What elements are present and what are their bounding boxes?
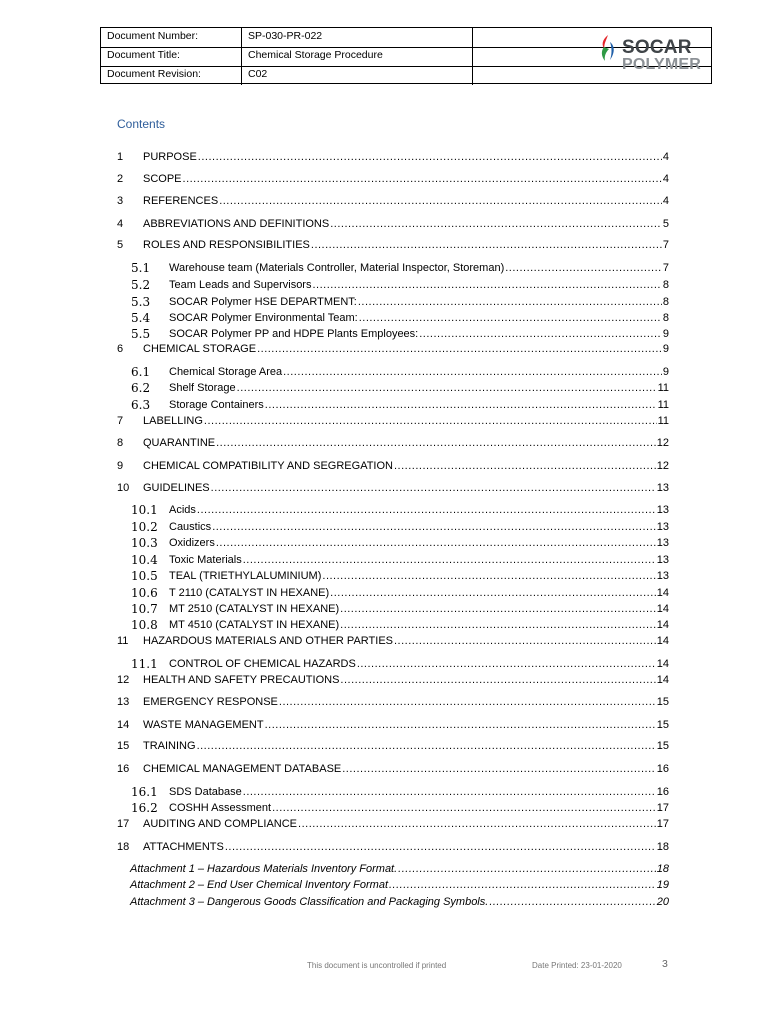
toc-entry-page: 16	[656, 786, 669, 798]
toc-entry[interactable]	[117, 482, 669, 496]
toc-dot-leader	[505, 262, 662, 274]
toc-dot-leader	[225, 841, 656, 853]
toc-entry-page: 8	[662, 296, 669, 308]
toc-entry-title: Attachment 2 – End User Chemical Inventory Format	[130, 879, 388, 891]
toc-entry[interactable]	[117, 151, 669, 165]
toc-entry[interactable]	[117, 818, 669, 832]
toc-entry-number: 9	[117, 460, 124, 472]
toc-dot-leader	[272, 802, 656, 814]
toc-entry-title: T 2110 (CATALYST IN HEXANE)	[169, 587, 330, 599]
toc-dot-leader	[311, 239, 662, 251]
toc-entry[interactable]	[117, 262, 669, 276]
toc-entry[interactable]	[117, 658, 669, 672]
toc-entry-page: 13	[656, 482, 669, 494]
toc-entry-page: 14	[656, 587, 669, 599]
toc-dot-leader	[394, 635, 656, 647]
toc-entry[interactable]	[117, 504, 669, 518]
toc-dot-leader	[237, 382, 657, 394]
toc-dot-leader	[198, 151, 662, 163]
toc-dot-leader	[330, 587, 656, 599]
toc-entry-title: ATTACHMENTS	[143, 841, 224, 853]
toc-dot-leader	[243, 786, 656, 798]
toc-entry-page: 5	[662, 218, 669, 230]
toc-dot-leader	[265, 719, 656, 731]
toc-entry[interactable]	[117, 239, 669, 253]
header-label: Document Number:	[107, 30, 199, 42]
toc-dot-leader	[279, 696, 656, 708]
toc-entry[interactable]	[117, 173, 669, 187]
toc-entry-title: ABBREVIATIONS AND DEFINITIONS	[143, 218, 330, 230]
toc-entry-page: 14	[656, 658, 669, 670]
toc-entry-number: 6.2	[131, 381, 151, 395]
toc-entry-page: 13	[656, 521, 669, 533]
toc-entry-number: 10.8	[131, 618, 158, 632]
contents-heading: Contents	[117, 117, 166, 131]
toc-entry-title: MT 4510 (CATALYST IN HEXANE)	[169, 619, 340, 631]
toc-entry-page: 13	[656, 570, 669, 582]
toc-entry-number: 10.5	[131, 569, 158, 583]
toc-entry-title: ROLES AND RESPONSIBILITIES	[143, 239, 310, 251]
toc-entry-number: 16	[117, 763, 130, 775]
toc-entry-title: Acids	[169, 504, 196, 516]
toc-entry-page: 14	[656, 635, 669, 647]
toc-entry-number: 10.6	[131, 586, 158, 600]
toc-entry-page: 4	[662, 195, 669, 207]
toc-dot-leader	[359, 312, 662, 324]
toc-entry[interactable]	[117, 296, 669, 310]
toc-entry-title: REFERENCES	[143, 195, 219, 207]
header-value: SP-030-PR-022	[248, 30, 323, 42]
toc-dot-leader	[358, 296, 662, 308]
toc-entry-number: 7	[117, 415, 124, 427]
toc-entry-number: 10	[117, 482, 130, 494]
toc-entry-page: 18	[656, 863, 669, 875]
toc-dot-leader	[398, 863, 656, 875]
toc-entry-title: CONTROL OF CHEMICAL HAZARDS	[169, 658, 356, 670]
toc-entry-page: 14	[656, 603, 669, 615]
toc-entry-title: SCOPE	[143, 173, 182, 185]
toc-entry[interactable]	[117, 437, 669, 451]
toc-entry-number: 5.1	[131, 261, 151, 275]
toc-entry-number: 13	[117, 696, 130, 708]
toc-entry-page: 15	[656, 719, 669, 731]
toc-entry-number: 11.1	[131, 657, 158, 671]
toc-dot-leader	[394, 460, 656, 472]
toc-entry-number: 5.4	[131, 311, 151, 325]
toc-entry[interactable]	[117, 696, 669, 710]
toc-entry-title: CHEMICAL STORAGE	[143, 343, 257, 355]
toc-dot-leader	[204, 415, 657, 427]
toc-entry[interactable]	[117, 587, 669, 601]
toc-entry-number: 14	[117, 719, 130, 731]
toc-entry-title: Attachment 3 – Dangerous Goods Classification and Packaging Symbols.	[130, 896, 489, 908]
toc-entry[interactable]	[117, 195, 669, 209]
toc-entry-page: 14	[656, 619, 669, 631]
toc-entry-page: 17	[656, 818, 669, 830]
logo-word-polymer: POLYMER	[622, 56, 702, 73]
toc-entry-page: 7	[662, 262, 669, 274]
toc-entry-number: 5.3	[131, 295, 151, 309]
toc-entry[interactable]	[117, 603, 669, 617]
toc-entry[interactable]	[117, 740, 669, 754]
logo-word-socar: SOCAR	[622, 37, 692, 58]
toc-entry-page: 18	[656, 841, 669, 853]
toc-entry[interactable]	[117, 537, 669, 551]
footer-page-number: 3	[662, 958, 668, 970]
toc-entry[interactable]	[117, 786, 669, 800]
toc-entry[interactable]	[117, 879, 669, 893]
toc-entry-title: HEALTH AND SAFETY PRECAUTIONS	[143, 674, 340, 686]
toc-entry[interactable]	[117, 896, 669, 910]
toc-entry-page: 11	[657, 399, 669, 411]
toc-entry[interactable]	[117, 674, 669, 688]
toc-dot-leader	[389, 879, 656, 891]
toc-entry-title: TEAL (TRIETHYLALUMINIUM)	[169, 570, 322, 582]
toc-entry-title: TRAINING	[143, 740, 196, 752]
toc-entry[interactable]	[117, 218, 669, 232]
toc-entry-page: 16	[656, 763, 669, 775]
toc-entry[interactable]	[117, 399, 669, 413]
toc-entry[interactable]	[117, 328, 669, 342]
toc-dot-leader	[197, 504, 656, 516]
toc-entry[interactable]	[117, 366, 669, 380]
toc-dot-leader	[257, 343, 662, 355]
toc-entry-page: 20	[656, 896, 669, 908]
toc-entry-title: SOCAR Polymer PP and HDPE Plants Employees:	[169, 328, 419, 340]
footer-date-printed: Date Printed: 23-01-2020	[532, 961, 622, 970]
toc-entry[interactable]	[117, 312, 669, 326]
toc-entry[interactable]	[117, 415, 669, 429]
toc-entry-title: Team Leads and Supervisors	[169, 279, 312, 291]
toc-entry-title: Attachment 1 – Hazardous Materials Inventory Format.	[130, 863, 398, 875]
toc-entry-page: 11	[657, 415, 669, 427]
toc-entry-number: 17	[117, 818, 130, 830]
toc-entry-number: 8	[117, 437, 124, 449]
toc-entry-page: 11	[657, 382, 669, 394]
toc-entry-number: 3	[117, 195, 124, 207]
toc-dot-leader	[312, 279, 661, 291]
toc-dot-leader	[197, 740, 656, 752]
toc-entry-title: WASTE MANAGEMENT	[143, 719, 264, 731]
toc-entry-title: GUIDELINES	[143, 482, 210, 494]
toc-entry-title: Oxidizers	[169, 537, 215, 549]
toc-entry[interactable]	[117, 763, 669, 777]
toc-dot-leader	[340, 674, 655, 686]
toc-entry-title: Chemical Storage Area	[169, 366, 283, 378]
toc-entry-page: 4	[662, 151, 669, 163]
toc-entry[interactable]	[117, 619, 669, 633]
toc-dot-leader	[219, 195, 662, 207]
toc-entry[interactable]	[117, 841, 669, 855]
toc-entry-number: 10.7	[131, 602, 158, 616]
toc-dot-leader	[357, 658, 656, 670]
toc-entry-page: 13	[656, 504, 669, 516]
toc-dot-leader	[243, 554, 656, 566]
toc-entry-title: EMERGENCY RESPONSE	[143, 696, 278, 708]
toc-entry-page: 17	[656, 802, 669, 814]
footer-uncontrolled-note: This document is uncontrolled if printed	[307, 961, 447, 970]
toc-entry-page: 13	[656, 537, 669, 549]
toc-dot-leader	[340, 603, 656, 615]
toc-entry-title: AUDITING AND COMPLIANCE	[143, 818, 298, 830]
toc-entry-page: 12	[656, 437, 669, 449]
toc-dot-leader	[212, 521, 656, 533]
toc-entry[interactable]	[117, 863, 669, 877]
toc-entry[interactable]	[117, 635, 669, 649]
toc-entry-page: 14	[656, 674, 669, 686]
header-value: Chemical Storage Procedure	[248, 49, 383, 61]
toc-dot-leader	[489, 896, 655, 908]
toc-dot-leader	[322, 570, 655, 582]
toc-entry-page: 15	[656, 696, 669, 708]
toc-entry-page: 9	[662, 343, 669, 355]
toc-entry[interactable]	[117, 460, 669, 474]
toc-entry-title: Warehouse team (Materials Controller, Material Inspector, Storeman)	[169, 262, 505, 274]
toc-dot-leader	[216, 537, 656, 549]
toc-entry-title: Toxic Materials	[169, 554, 242, 566]
toc-entry-number: 6.3	[131, 398, 151, 412]
toc-entry-number: 6.1	[131, 365, 151, 379]
toc-entry[interactable]	[117, 719, 669, 733]
toc-entry-title: LABELLING	[143, 415, 203, 427]
toc-entry-number: 16.2	[131, 801, 158, 815]
toc-entry-page: 9	[662, 328, 669, 340]
toc-entry-page: 8	[662, 279, 669, 291]
toc-entry-title: HAZARDOUS MATERIALS AND OTHER PARTIES	[143, 635, 393, 647]
toc-entry-number: 10.3	[131, 536, 158, 550]
toc-entry-title: SDS Database	[169, 786, 242, 798]
toc-entry-number: 15	[117, 740, 130, 752]
toc-entry-page: 19	[656, 879, 669, 891]
toc-entry-title: SOCAR Polymer Environmental Team:	[169, 312, 358, 324]
toc-dot-leader	[342, 763, 656, 775]
header-label: Document Title:	[107, 49, 180, 61]
toc-entry[interactable]	[117, 570, 669, 584]
toc-entry-page: 15	[656, 740, 669, 752]
toc-entry-number: 18	[117, 841, 130, 853]
toc-entry-number: 12	[117, 674, 130, 686]
toc-entry-title: CHEMICAL MANAGEMENT DATABASE	[143, 763, 342, 775]
toc-entry[interactable]	[117, 521, 669, 535]
toc-entry-page: 12	[656, 460, 669, 472]
header-value: C02	[248, 68, 268, 80]
toc-entry-number: 5.5	[131, 327, 151, 341]
toc-entry-number: 10.4	[131, 553, 158, 567]
toc-entry-title: Caustics	[169, 521, 212, 533]
toc-entry[interactable]	[117, 279, 669, 293]
toc-dot-leader	[419, 328, 662, 340]
toc-entry[interactable]	[117, 343, 669, 357]
toc-dot-leader	[216, 437, 656, 449]
toc-dot-leader	[330, 218, 662, 230]
toc-entry[interactable]	[117, 382, 669, 396]
toc-dot-leader	[211, 482, 656, 494]
toc-dot-leader	[283, 366, 662, 378]
toc-dot-leader	[298, 818, 656, 830]
toc-entry[interactable]	[117, 802, 669, 816]
toc-entry-number: 10.1	[131, 503, 158, 517]
toc-entry-number: 6	[117, 343, 124, 355]
toc-entry-number: 2	[117, 173, 124, 185]
toc-entry[interactable]	[117, 554, 669, 568]
toc-entry-title: MT 2510 (CATALYST IN HEXANE)	[169, 603, 340, 615]
toc-entry-title: Shelf Storage	[169, 382, 236, 394]
toc-entry-number: 4	[117, 218, 124, 230]
toc-entry-title: PURPOSE	[143, 151, 197, 163]
toc-entry-number: 5.2	[131, 278, 151, 292]
toc-entry-page: 8	[662, 312, 669, 324]
toc-entry-title: QUARANTINE	[143, 437, 216, 449]
toc-dot-leader	[265, 399, 657, 411]
toc-entry-title: SOCAR Polymer HSE DEPARTMENT:	[169, 296, 357, 308]
toc-entry-title: CHEMICAL COMPATIBILITY AND SEGREGATION	[143, 460, 393, 472]
toc-entry-page: 7	[662, 239, 669, 251]
toc-entry-title: Storage Containers	[169, 399, 264, 411]
toc-entry-page: 4	[662, 173, 669, 185]
toc-entry-page: 9	[662, 366, 669, 378]
toc-entry-number: 10.2	[131, 520, 158, 534]
toc-dot-leader	[340, 619, 656, 631]
toc-entry-number: 1	[117, 151, 124, 163]
toc-entry-page: 13	[656, 554, 669, 566]
toc-entry-number: 11	[117, 635, 129, 647]
toc-dot-leader	[183, 173, 662, 185]
toc-entry-title: COSHH Assessment	[169, 802, 272, 814]
toc-entry-number: 5	[117, 239, 124, 251]
toc-entry-number: 16.1	[131, 785, 158, 799]
header-label: Document Revision:	[107, 68, 201, 80]
